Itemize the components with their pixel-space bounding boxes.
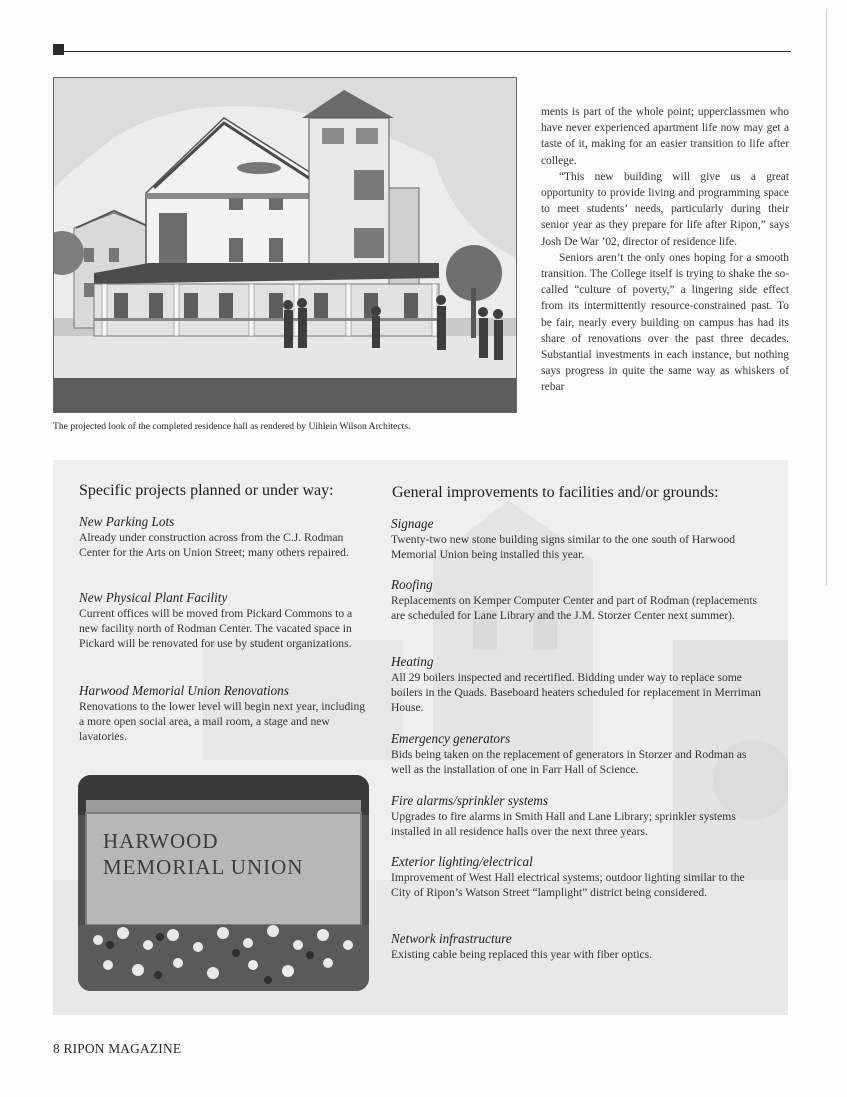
article-paragraph: ments is part of the whole point; upperclassmen who have never experienced apartment life now may get a taste of it, making for an easier transition to life after college. [541,106,789,167]
improvement-title: Fire alarms/sprinkler systems [391,793,549,808]
project-item [79,590,371,652]
page-number: 8 [53,1041,60,1056]
project-item [79,683,371,745]
specific-projects-heading: Specific projects planned or under way: [79,482,334,499]
improvement-item [391,577,766,623]
general-improvements-heading: General improvements to facilities and/or grounds: [392,484,719,501]
article-column [541,104,789,396]
header-rule-square [53,44,64,55]
article-paragraph: Seniors aren’t the only ones hoping for a smooth transition. The College itself is trying to shake the so-called “culture of poverty,” a lingering side effect from its intermittently resource-constrained past. To be fair, nearly every building on campus has had its share of renovations over the past three decades. Substantial investments in each instance, but nothing says progress in quite the same way as whiskers of rebar [541,251,789,394]
improvement-item [391,516,766,562]
project-item [79,514,371,560]
improvement-item [391,731,766,777]
improvement-item [391,931,766,962]
photo-caption: The projected look of the completed residence hall as rendered by Uihlein Wilson Architects. [53,421,411,432]
improvement-title: Signage [391,516,434,531]
improvement-body: Improvement of West Hall electrical systems; outdoor lighting similar to the City of Ripon’s Watson Street “lamplight” district being considered. [391,871,745,900]
article-paragraph: “This new building will give us a great opportunity to provide living and programming space to meet students’ needs, particularly during their senior year as they prepare for life after Ripon,” says Josh De War ’02, director of residence life. [541,170,789,248]
improvement-item [391,654,766,716]
improvement-title: Emergency generators [391,731,511,746]
improvement-item [391,793,766,839]
improvement-title: Roofing [391,577,433,592]
improvement-title: Heating [391,654,434,669]
project-body: Renovations to the lower level will begin next year, including a more open social area, a mail room, a stage and new lavatories. [79,700,366,744]
improvement-body: All 29 boilers inspected and recertified. Bidding under way to replace some boilers in the Quads. Baseboard heaters scheduled for replacement in Merriman House. [391,671,761,715]
improvement-title: Network infrastructure [391,931,512,946]
improvement-body: Bids being taken on the replacement of generators in Storzer and Rodman as well as the installation of one in Farr Hall of Science. [391,748,747,777]
improvement-body: Replacements on Kemper Computer Center and part of Rodman (replacements are scheduled for Lane Library and the J.M. Storzer Center next summer). [391,594,758,623]
improvement-title: Exterior lighting/electrical [391,854,533,869]
page-edge [826,10,827,585]
page-footer [53,1041,181,1057]
sign-text-line2: MEMORIAL UNION [103,855,304,879]
residence-hall-rendering [53,77,517,413]
improvement-body: Upgrades to fire alarms in Smith Hall and Lane Library; sprinkler systems installed in all residence halls over the next three years. [391,810,736,839]
header-rule-line [64,51,791,52]
sign-text-line1: HARWOOD [103,829,219,853]
project-title: New Physical Plant Facility [79,590,228,605]
improvement-item [391,854,766,900]
project-title: New Parking Lots [79,514,175,529]
publication-name: RIPON MAGAZINE [63,1041,182,1056]
harwood-sign-photo [78,775,369,991]
improvement-body: Existing cable being replaced this year with fiber optics. [391,948,653,961]
improvement-body: Twenty-two new stone building signs similar to the one south of Harwood Memorial Union being installed this year. [391,533,736,562]
project-body: Already under construction across from the C.J. Rodman Center for the Arts on Union Street; many others repaired. [79,531,349,560]
project-body: Current offices will be moved from Pickard Commons to a new facility north of Rodman Center. The vacated space in Pickard will be renovated for use by student organizations. [79,607,353,651]
project-title: Harwood Memorial Union Renovations [79,683,289,698]
